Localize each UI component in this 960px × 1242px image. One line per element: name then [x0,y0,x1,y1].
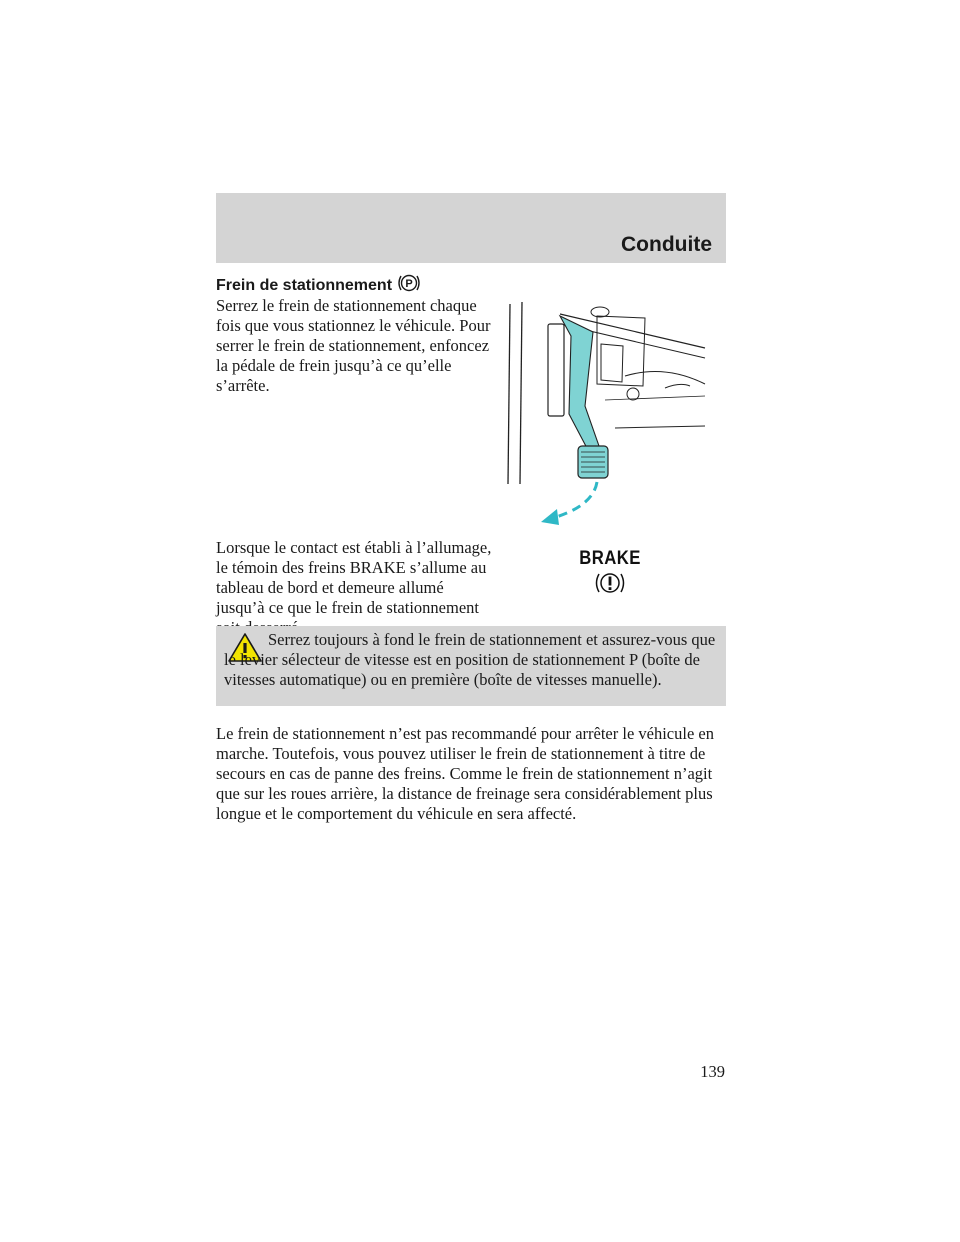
svg-text:P: P [405,278,413,290]
section-heading [216,272,422,299]
warning-box [216,626,726,706]
parking-brake-p-icon [396,272,422,299]
chapter-header [216,193,726,263]
paragraph-emergency-use: Le frein de stationnement n’est pas recommandé pour arrêter le véhicule en marche. Toutefois, vous pouvez utiliser le frein de stationnement à titre de secours en cas de panne des freins. Comme le frein de stationnement n’agit que sur les roues arrière, la distance de freinage sera considérablement plus longue et le comportement du véhicule en sera affecté. [216,724,714,823]
chapter-title: Conduite [621,233,712,256]
brake-label: BRAKE [579,548,641,569]
warning-text: Serrez toujours à fond le frein de stationnement et assurez-vous que le levier sélecteur de vitesse est en position de stationnement P (boîte de vitesses automatique) ou en première (boîte de vitesses manuelle). [224,630,716,689]
paragraph-brake-lamp: Lorsque le contact est établi à l’allumage, le témoin des freins BRAKE s’allume au tableau de bord et demeure allumé jusqu’à ce que le frein de stationnement [216,538,492,617]
paragraph-apply-brake: Serrez le frein de stationnement chaque fois que vous stationnez le véhicule. Pour serrer le frein de stationnement, enfoncez la pédale de frein jusqu’à ce qu’elle s’arrête. [216,296,491,395]
brake-warning-lamp [560,548,660,601]
page-number: 139 [700,1062,725,1081]
brake-warning-icon [560,570,660,601]
parking-brake-pedal-illustration [505,296,720,533]
section-heading-text: Frein de stationnement [216,276,393,294]
